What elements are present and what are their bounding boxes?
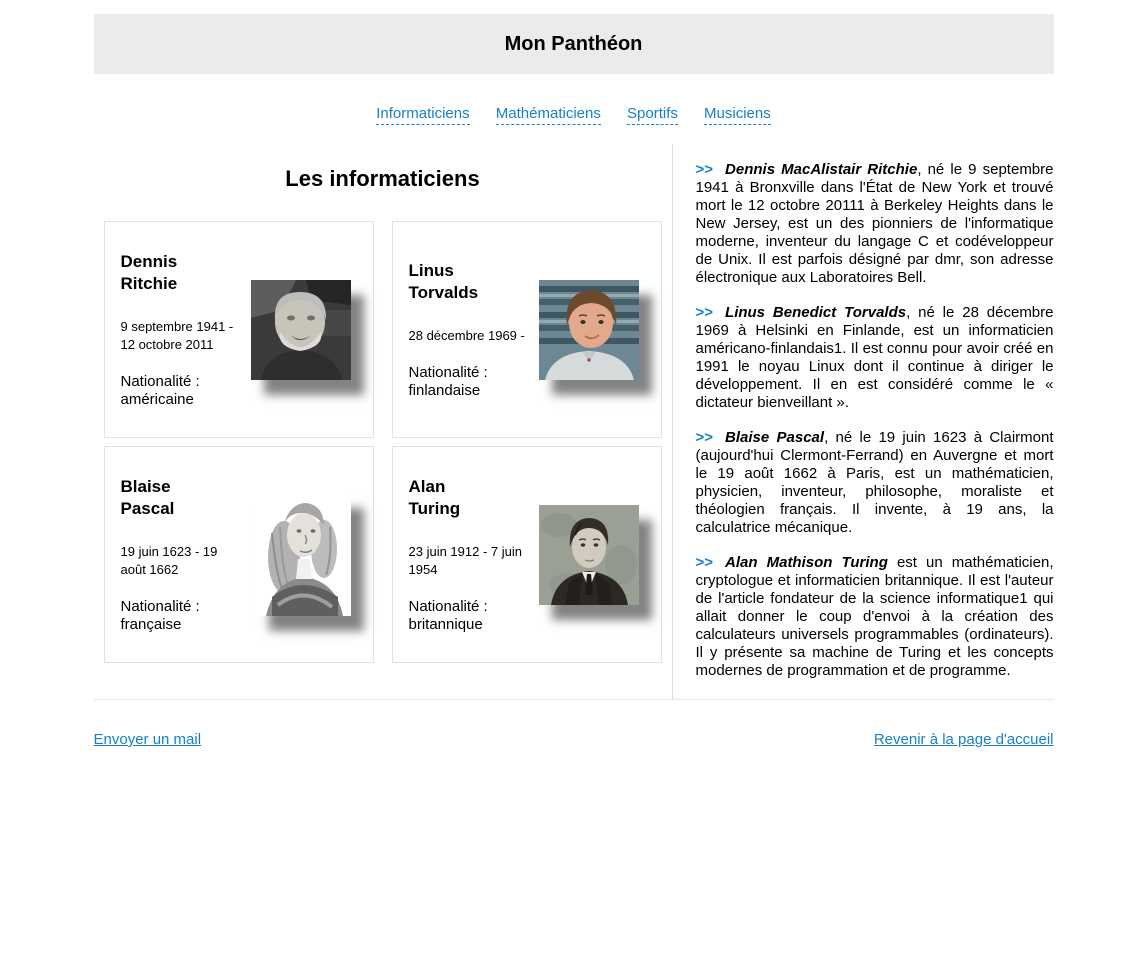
bio-text: , né le 9 septembre 1941 à Bronxville dans l'État de New York et trouvé mort le 12 octobre 20111 à Berkeley Heights dans le New Jersey, est un des pionniers de l'informatique moderne, inventeur du langage C et codéveloppeur de Unix. Il est parfois désigné par dmr, son adresse électronique aux Laboratoires Bell. [695,161,1054,286]
bio-marker: >> [695,304,714,321]
section-title: Les informaticiens [285,166,480,191]
app-header [94,14,1054,74]
person-dates: 19 juin 1623 - 19 août 1662 [120,543,218,577]
page-title: Mon Panthéon [504,32,643,55]
back-home-link[interactable]: Revenir à la page d'accueil [873,731,1054,748]
person-dates: 9 septembre 1941 - 12 octobre 2011 [120,318,234,352]
nav-item-sportifs[interactable]: Sportifs [627,105,678,125]
bio-text: , né le 28 décembre 1969 à Helsinki en Finlande, est un informaticien américano-finlandais1. Il est connu pour avoir créé en 1991 le noyau Linux dont il continue à diriger le développement. Il en est considéré comme le « dictateur bienveillant ». [695,304,1054,411]
person-nationality: Nationalité : américaine [120,372,200,408]
main-nav [94,105,1054,122]
dennis-ritchie-portrait [251,280,351,380]
bio-name: Alan Mathison Turing [725,554,888,571]
bio-paragraph-turing [696,554,1054,680]
page-footer [94,700,1054,788]
bio-paragraph-ritchie [696,161,1054,287]
bio-paragraph-torvalds [696,304,1054,412]
nav-item-musiciens[interactable]: Musiciens [704,105,771,125]
page-container [94,14,1054,788]
person-card-ritchie [104,221,374,438]
person-name: Linus Torvalds [408,260,479,302]
blaise-pascal-portrait [256,493,351,616]
bio-column [672,144,1054,699]
bio-paragraph-pascal [696,429,1054,537]
person-dates: 23 juin 1912 - 7 juin 1954 [408,543,522,577]
person-card-turing [392,446,662,663]
bio-marker: >> [695,161,714,178]
person-name: Dennis Ritchie [120,251,178,293]
person-dates: 28 décembre 1969 - [408,327,525,343]
person-nationality: Nationalité : française [120,597,200,633]
person-nationality: Nationalité : finlandaise [408,363,488,399]
person-name: Alan Turing [408,476,461,518]
bio-text: , né le 19 juin 1623 à Clairmont (aujourd'hui Clermont-Ferrand) en Auvergne et mort le 19 août 1662 à Paris, est un mathématicien, physicien, inventeur, philosophe, moraliste et théologien français. Il invente, à 19 ans, la calculatrice mécanique. [695,429,1054,536]
person-card-pascal [104,446,374,663]
cards-grid [94,221,672,691]
person-name: Blaise Pascal [120,476,175,518]
bio-name: Linus Benedict Torvalds [725,304,907,321]
nav-item-informaticiens[interactable]: Informaticiens [376,105,469,125]
bio-name: Dennis MacAlistair Ritchie [725,161,918,178]
send-mail-link[interactable]: Envoyer un mail [93,731,202,748]
bio-marker: >> [695,429,714,446]
informaticiens-section [94,144,672,699]
bio-text: est un mathématicien, cryptologue et informaticien britannique. Il est l'auteur de l'article fondateur de la science informatique1 qui allait donner le coup d'envoi à la création des calculateurs universels programmables (ordinateurs). Il y présente sa machine de Turing et les concepts modernes de programmation et de programme. [695,554,1054,679]
person-card-torvalds [392,221,662,438]
linus-torvalds-portrait [539,280,639,380]
alan-turing-portrait [539,505,639,605]
bio-marker: >> [695,554,714,571]
nav-item-mathematiciens[interactable]: Mathématiciens [496,105,601,125]
person-nationality: Nationalité : britannique [408,597,488,633]
main-content [94,144,1054,700]
bio-name: Blaise Pascal [725,429,825,446]
